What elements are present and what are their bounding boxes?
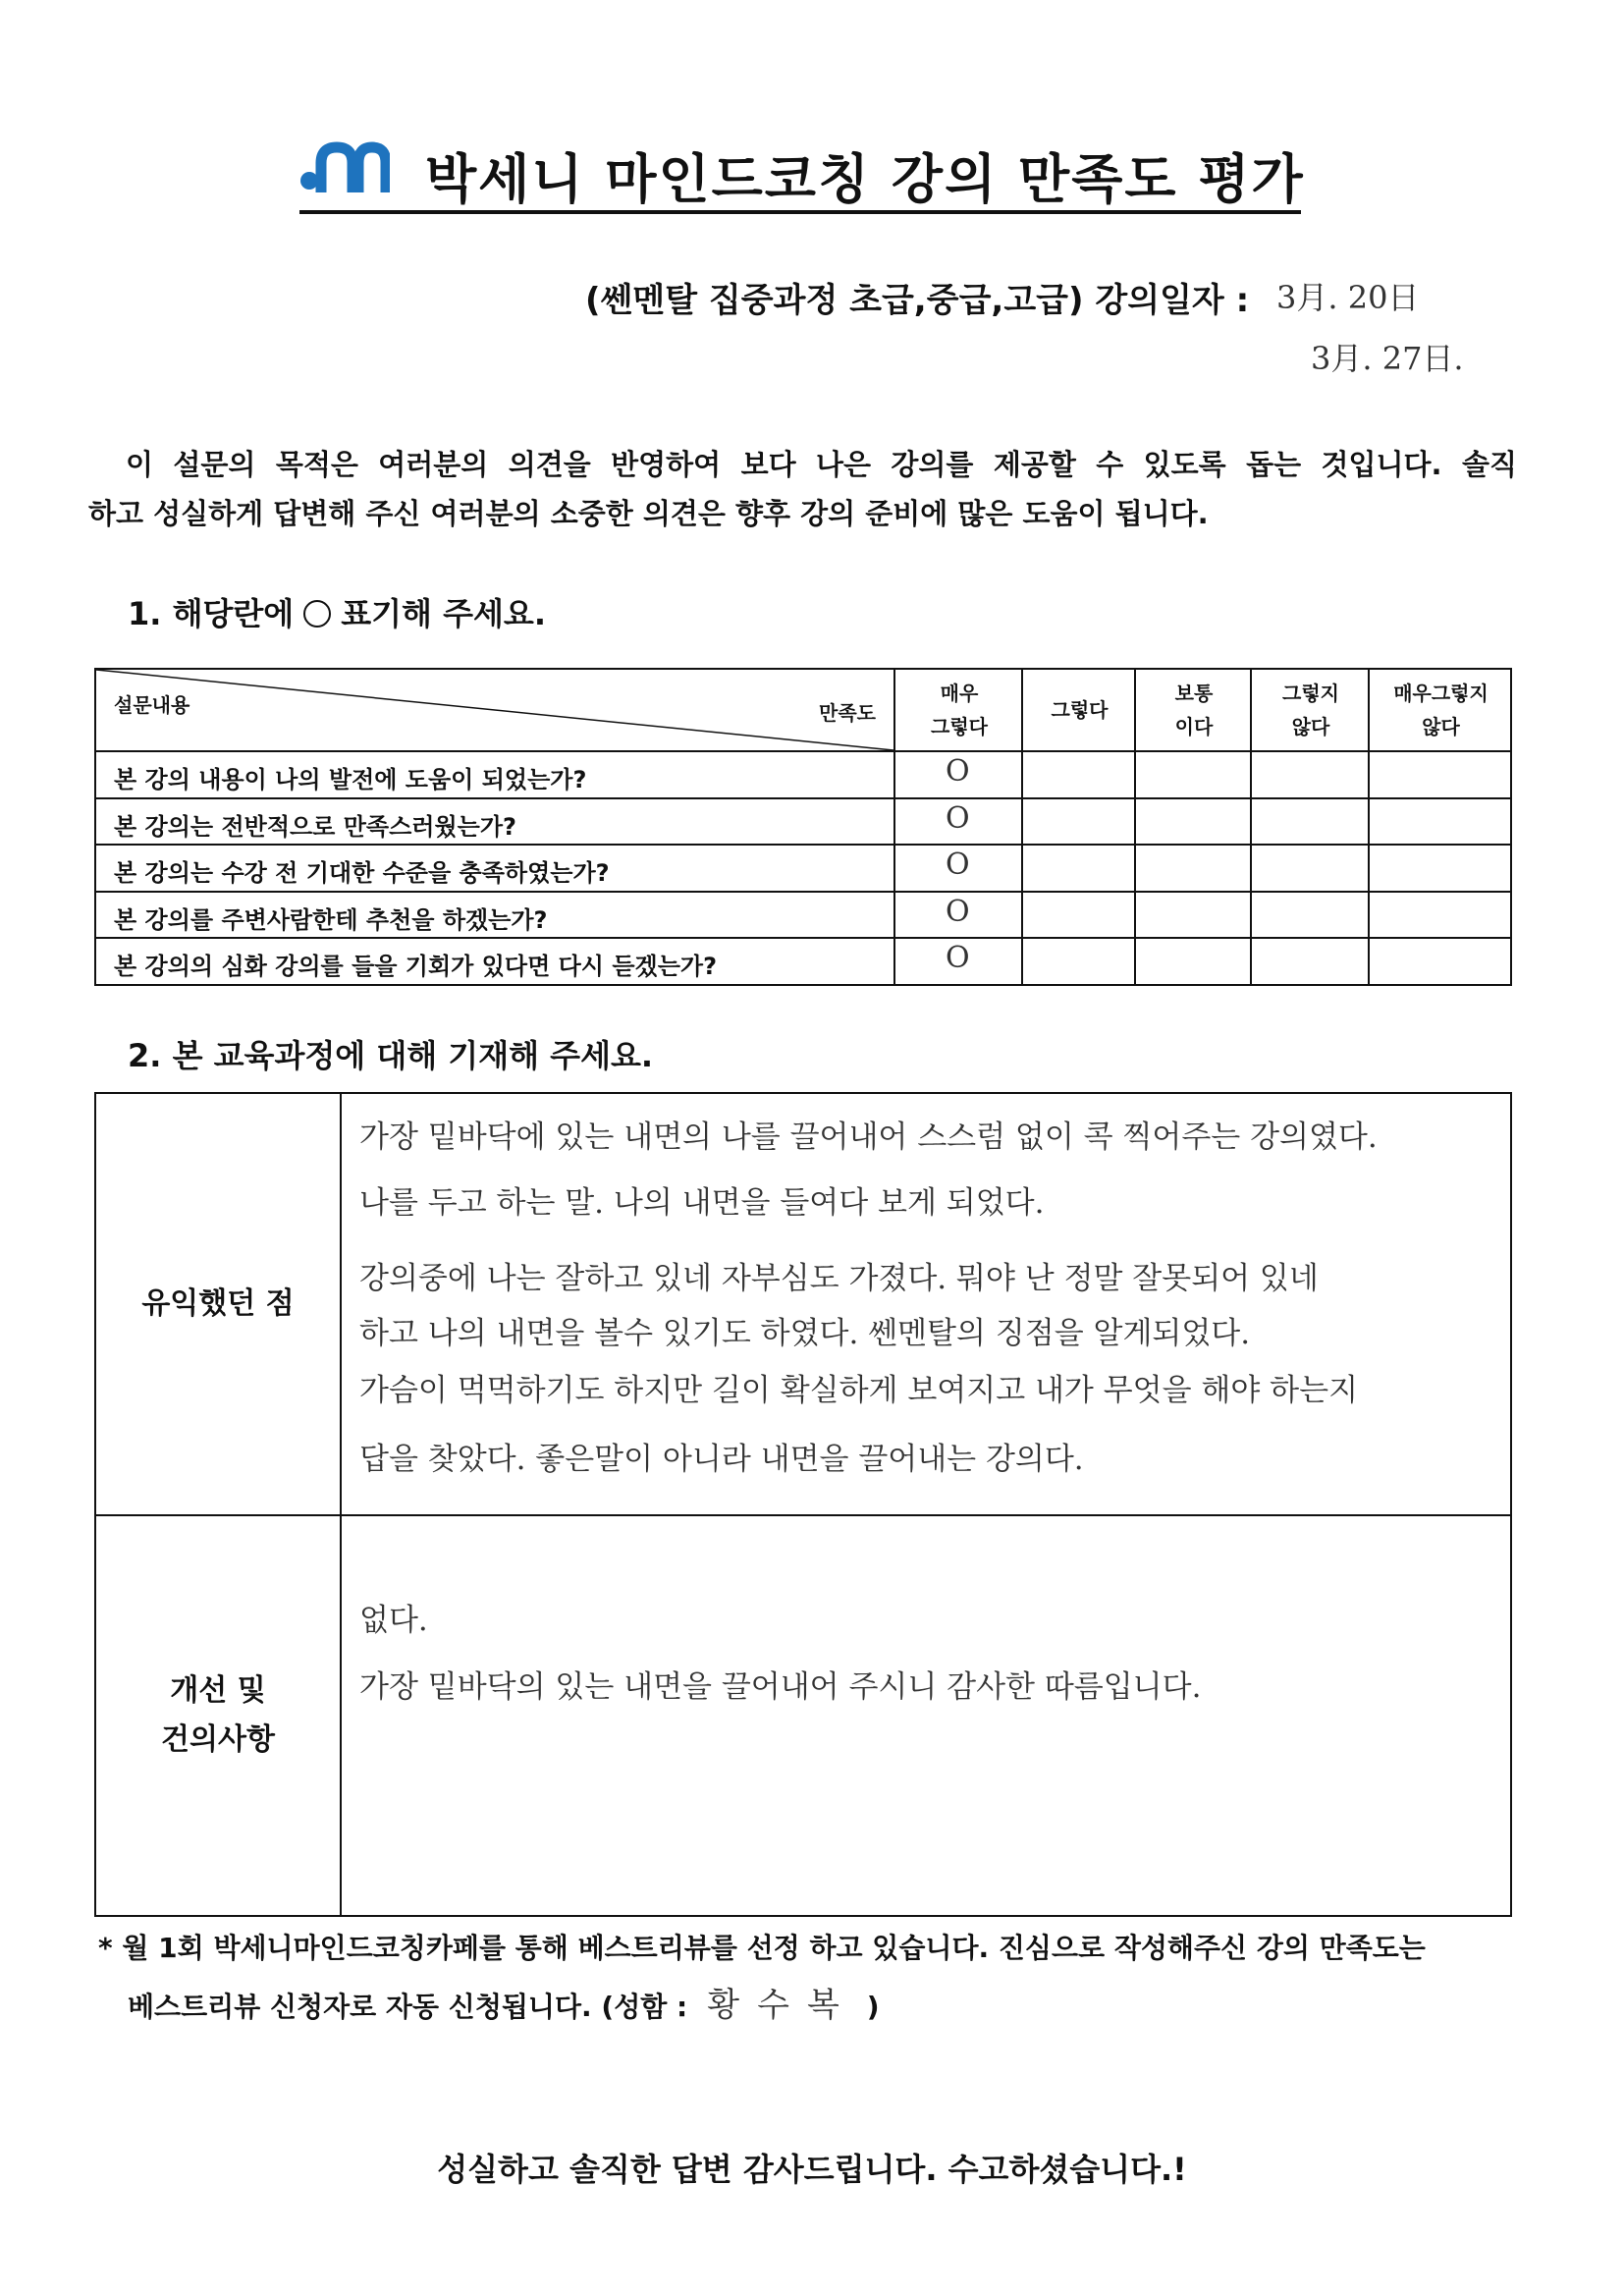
useful-text-line[interactable]: 가장 밑바닥에 있는 내면의 나를 끌어내어 스스럼 없이 콕 찍어주는 강의였다. [359, 1120, 1378, 1155]
cell-divider [1250, 893, 1252, 940]
answer-mark[interactable]: O [946, 800, 970, 836]
survey-row [96, 891, 1510, 940]
cell-divider [893, 939, 895, 986]
cell-divider [1368, 939, 1370, 986]
cell-divider [1250, 752, 1252, 799]
circle-symbol-icon [303, 600, 331, 628]
survey-header-cell [96, 670, 893, 750]
cell-divider [1368, 846, 1370, 893]
page-title: 박세니 마인드코칭 강의 만족도 평가 [425, 148, 1305, 210]
useful-text-line[interactable]: 가슴이 먹먹하기도 하지만 길이 확실하게 보여지고 내가 무엇을 해야 하는지 [359, 1373, 1359, 1408]
intro-line-2: 하고 성실하게 답변해 주신 여러분의 소중한 의견은 향후 강의 준비에 많은 도움이 됩니다. [88, 497, 1209, 530]
comments-divider-vertical [340, 1094, 342, 1915]
survey-row [96, 797, 1510, 847]
lecture-date-2[interactable]: 3月. 27日. [1311, 340, 1464, 377]
closing-message: 성실하고 솔직한 답변 감사드립니다. 수고하셨습니다.! [437, 2151, 1187, 2188]
survey-question: 본 강의 내용이 나의 발전에 도움이 되었는가? [114, 766, 587, 793]
cell-divider [1134, 893, 1136, 940]
survey-row [96, 750, 1510, 799]
cell-divider [1021, 893, 1023, 940]
respondent-name[interactable]: 황수복 [707, 1986, 857, 2025]
title-block [299, 137, 1306, 208]
column-header: 그렇지 않다 [1250, 670, 1370, 750]
cell-divider [1134, 846, 1136, 893]
cell-divider [1021, 752, 1023, 799]
best-review-note-line-2 [128, 1978, 880, 2026]
useful-text-line[interactable]: 답을 찾았다. 좋은말이 아니라 내면을 끌어내는 강의다. [359, 1442, 1084, 1477]
park-seni-logo-icon [299, 141, 390, 196]
answer-mark[interactable]: O [946, 941, 970, 976]
intro-paragraph [88, 440, 1517, 538]
useful-text-line[interactable]: 나를 두고 하는 말. 나의 내면을 들여다 보게 되었다. [359, 1185, 1045, 1221]
section1-title-before: 1. 해당란에 [128, 595, 295, 632]
cell-divider [893, 799, 895, 847]
cell-divider [1134, 799, 1136, 847]
cell-divider [1368, 752, 1370, 799]
cell-divider [1250, 799, 1252, 847]
answer-mark[interactable]: O [946, 754, 970, 789]
header-satisfaction: 만족도 [819, 701, 876, 725]
cell-divider [1250, 846, 1252, 893]
improve-label [96, 1516, 340, 1915]
section2-title: 2. 본 교육과정에 대해 기재해 주세요. [128, 1037, 654, 1074]
survey-question: 본 강의는 전반적으로 만족스러웠는가? [114, 812, 516, 841]
survey-row [96, 844, 1510, 893]
cell-divider [1368, 893, 1370, 940]
course-label: (쎈멘탈 집중과정 초급,중급,고급) 강의일자 : [585, 281, 1250, 320]
diagonal-divider [96, 670, 893, 750]
best-review-note: * 월 1회 박세니마인드코칭카페를 통해 베스트리뷰를 선정 하고 있습니다. 진심으로 작성해주신 강의 만족도는 [98, 1932, 1426, 1964]
lecture-date-1[interactable]: 3月. 20日 [1276, 279, 1420, 316]
survey-table [94, 668, 1512, 986]
header-question: 설문내용 [114, 693, 190, 717]
survey-row [96, 937, 1510, 986]
cell-divider [1021, 799, 1023, 847]
intro-line-1: 이 설문의 목적은 여러분의 의견을 반영하여 보다 나은 강의를 제공할 수 있도록 돕는 것입니다. 솔직 [126, 448, 1517, 481]
survey-question: 본 강의는 수강 전 기대한 수준을 충족하였는가? [114, 859, 610, 888]
section1-title-after: 표기해 주세요. [341, 595, 546, 632]
column-header: 매우그렇지 않다 [1368, 670, 1512, 750]
improve-text-line[interactable]: 가장 밑바닥의 있는 내면을 끌어내어 주시니 감사한 따름입니다. [359, 1669, 1202, 1705]
cell-divider [893, 893, 895, 940]
cell-divider [1021, 846, 1023, 893]
improve-label-line-2: 건의사항 [161, 1722, 275, 1757]
answer-mark[interactable]: O [946, 894, 970, 929]
comments-table [94, 1092, 1512, 1917]
useful-text-line[interactable]: 하고 나의 내면을 볼수 있기도 하였다. 쎈멘탈의 징점을 알게되었다. [359, 1316, 1251, 1351]
improve-text-line[interactable]: 없다. [359, 1603, 428, 1638]
cell-divider [1134, 939, 1136, 986]
useful-label: 유익했던 점 [141, 1286, 295, 1321]
answer-mark[interactable]: O [946, 847, 970, 883]
survey-question: 본 강의를 주변사람한테 추천을 하겠는가? [114, 905, 548, 934]
title-underline [299, 210, 1301, 214]
column-header: 그렇다 [1021, 670, 1136, 750]
cell-divider [1368, 799, 1370, 847]
column-header: 매우 그렇다 [893, 670, 1023, 750]
cell-divider [1134, 752, 1136, 799]
useful-text-line[interactable]: 강의중에 나는 잘하고 있네 자부심도 가졌다. 뭐야 난 정말 잘못되어 있네 [359, 1261, 1319, 1296]
improve-label-line-1: 개선 및 [170, 1673, 266, 1708]
name-prefix: 베스트리뷰 신청자로 자동 신청됩니다. (성함 : [128, 1991, 688, 2023]
name-suffix: ) [866, 1991, 880, 2023]
cell-divider [893, 846, 895, 893]
cell-divider [1250, 939, 1252, 986]
column-header: 보통 이다 [1134, 670, 1252, 750]
cell-divider [1021, 939, 1023, 986]
survey-question: 본 강의의 심화 강의를 들을 기회가 있다면 다시 듣겠는가? [114, 953, 717, 981]
section1-title [128, 589, 546, 634]
cell-divider [893, 752, 895, 799]
